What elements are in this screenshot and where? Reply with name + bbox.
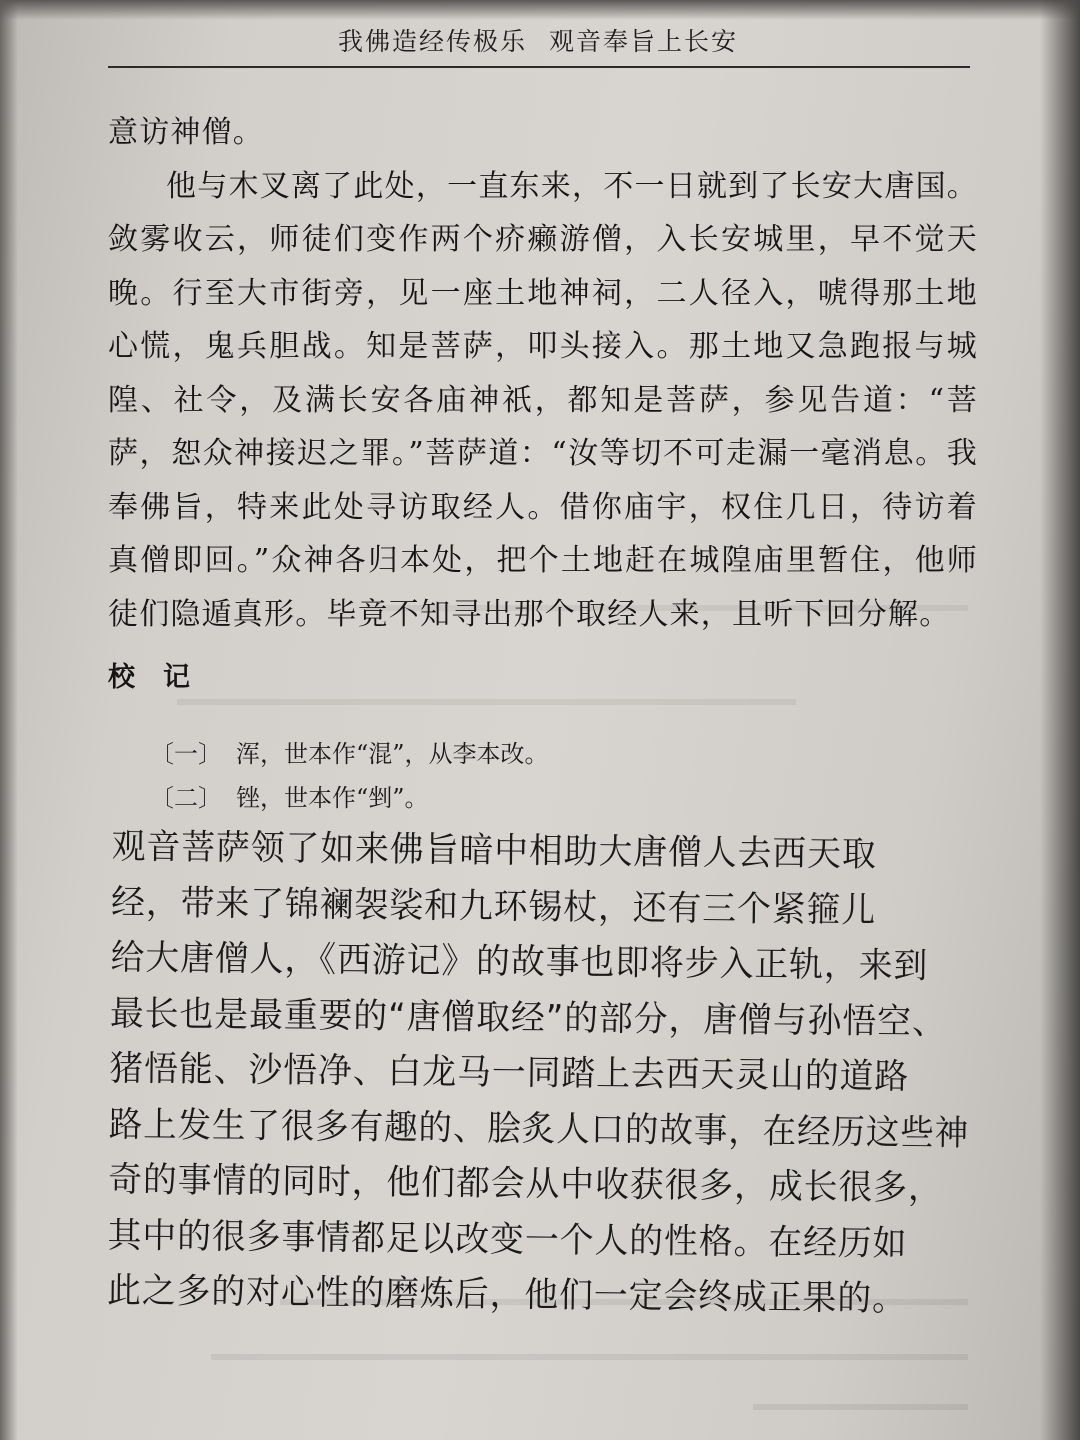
bleed-through-line <box>108 1395 968 1419</box>
handwritten-line: 此之多的对心性的磨炼后，他们一定会终成正果的。 <box>106 1270 908 1320</box>
handwritten-line: 其中的很多事情都足以改变一个人的性格。在经历如 <box>107 1215 908 1264</box>
page-top-shadow <box>0 0 1080 20</box>
section-heading: 校记 <box>108 662 218 693</box>
paragraph: 他与木叉离了此处，一直东来，不一日就到了长安大唐国。敛雾收云，师徒们变作两个疥癞游僧，入长安城里，早不觉天晚。行至大市街旁，见一座土地神祠，二人径入，唬得那土地心慌，鬼兵胆战。知是菩萨，叩头接入。那土地又急跑报与城隍、社令，及满长安各庙神祇，都知是菩萨，参见告道：“菩萨，恕众神接迟之罪。”菩萨道：“汝等切不可走漏一毫消息。我奉佛旨，特来此处寻访取经人。借你庙宇，权住几日，待访着真僧即回。”众神各归本处，把个土地赶在城隍庙里暂住，他师徒们隐遁真形。毕竟不知寻出那个取经人来，且听下回分解。 <box>108 168 978 632</box>
handwritten-line: 给大唐僧人，《西游记》的故事也即将步入正轨，来到 <box>110 937 929 987</box>
note-mark: 〔二〕 <box>150 784 222 812</box>
page-gutter-shadow <box>0 0 18 1440</box>
note-text: 浑，世本作“混”，从李本改。 <box>236 740 549 768</box>
running-header-left: 我佛造经传极乐 <box>337 27 527 56</box>
page-edge-shadow <box>1040 0 1080 1440</box>
bleed-through-line <box>108 690 968 714</box>
body-text <box>108 106 978 641</box>
note-mark: 〔一〕 <box>150 740 222 768</box>
bleed-through-line <box>108 1345 968 1369</box>
running-header <box>108 22 968 58</box>
collation-notes <box>150 732 549 820</box>
handwritten-line: 观音菩萨领了如来佛旨暗中相助大唐僧人去西天取 <box>111 826 877 876</box>
handwritten-line: 最长也是最重要的“唐僧取经”的部分，唐僧与孙悟空、 <box>109 993 947 1043</box>
header-rule <box>108 66 970 68</box>
paragraph: 意访神僧。 <box>108 115 264 150</box>
handwritten-notes <box>107 820 1002 1329</box>
note-item <box>150 776 549 820</box>
note-text: 锉，世本作“剉”。 <box>236 784 429 812</box>
note-item <box>150 732 549 776</box>
handwritten-line: 路上发生了很多有趣的、脍炙人口的故事，在经历这些神 <box>108 1104 970 1154</box>
handwritten-line: 经，带来了锦襕袈裟和九环锡杖，还有三个紧箍儿 <box>110 882 877 931</box>
handwritten-line: 奇的事情的同时，他们都会从中收获很多，成长很多， <box>108 1159 944 1209</box>
handwritten-line: 猪悟能、沙悟净、白龙马一同踏上去西天灵山的道路 <box>109 1048 910 1098</box>
running-header-right: 观音奉旨上长安 <box>549 27 739 56</box>
